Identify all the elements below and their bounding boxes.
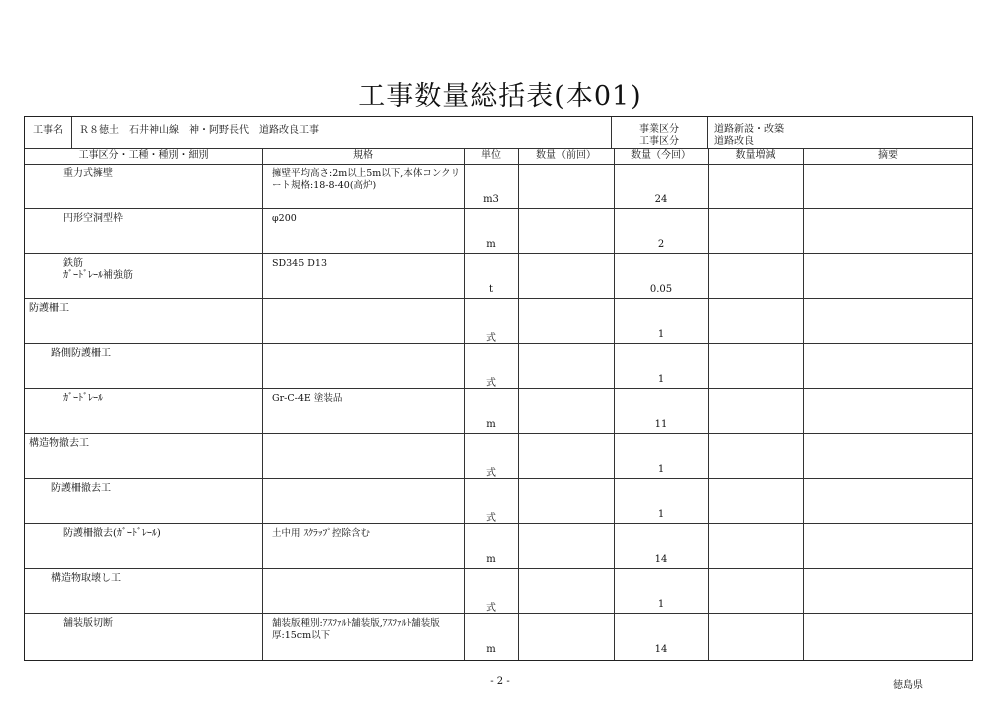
- item-name: 構造物撤去工: [29, 438, 89, 449]
- item-spec: 土中用 ｽｸﾗｯﾌﾟ控除含む: [272, 528, 371, 539]
- column-headers: [25, 148, 972, 165]
- item-spec: [262, 479, 464, 524]
- col-category: 工事区分・工種・種別・細別: [78, 150, 209, 161]
- item-qty-current: 0.05: [649, 284, 673, 295]
- col-qty-change: 数量増減: [735, 150, 776, 161]
- item-spec: Gr-C-4E 塗装品: [272, 393, 343, 404]
- work-type-label: 工事区分: [639, 136, 679, 147]
- item-spec: 舗装版種別:ｱｽﾌｧﾙﾄ舗装版,ｱｽﾌｧﾙﾄ舗装版厚:15cm以下: [272, 618, 440, 641]
- project-label: 工事名: [33, 125, 63, 136]
- item-unit: m3: [483, 194, 499, 205]
- col-unit: 単位: [481, 150, 501, 161]
- business-type-value: 道路新設・改築: [714, 124, 784, 135]
- item-unit: m: [486, 554, 496, 565]
- item-qty-current: 24: [654, 194, 668, 205]
- item-qty-current: 1: [657, 509, 665, 520]
- work-type-value: 道路改良: [714, 136, 754, 147]
- table-row: [25, 164, 972, 209]
- item-name: 舗装版切断: [63, 618, 113, 629]
- item-unit: m: [486, 644, 496, 655]
- table-row: [25, 569, 972, 614]
- col-spec: 規格: [353, 150, 373, 161]
- item-qty-current: 1: [657, 374, 665, 385]
- item-unit: 式: [486, 468, 496, 479]
- table-row: [25, 479, 972, 524]
- project-name: Ｒ８徳土 石井神山線 神・阿野長代 道路改良工事: [79, 125, 319, 136]
- col-remarks: 摘要: [878, 150, 898, 161]
- item-spec: 擁壁平均高さ:2m以上5m以下,本体コンクリート規格:18-8-40(高炉): [272, 168, 461, 191]
- document-title: 工事数量総括表(本01): [358, 81, 642, 112]
- page-number: - 2 -: [490, 676, 510, 687]
- item-name: 防護柵撤去(ｶﾞｰﾄﾞﾚｰﾙ): [63, 528, 161, 539]
- item-qty-current: 1: [657, 464, 665, 475]
- item-name: 構造物取壊し工: [51, 573, 121, 584]
- item-qty-current: 14: [654, 644, 668, 655]
- item-name: 円形空洞型枠: [63, 213, 123, 224]
- table-row: [25, 299, 972, 344]
- table-row: [25, 389, 972, 434]
- item-qty-current: 14: [654, 554, 668, 565]
- business-type-label: 事業区分: [639, 124, 679, 135]
- item-spec: SD345 D13: [272, 258, 327, 269]
- table-row: [25, 344, 972, 389]
- item-name: 防護柵撤去工: [51, 483, 111, 494]
- item-spec: [262, 569, 464, 614]
- col-qty-current: 数量（今回）: [631, 150, 691, 161]
- item-unit: 式: [486, 603, 496, 614]
- table-row: [25, 254, 972, 299]
- item-name: 防護柵工: [29, 303, 69, 314]
- item-unit: t: [488, 284, 494, 295]
- item-spec: φ200: [272, 213, 297, 224]
- project-header: [25, 117, 972, 149]
- item-name: 路側防護柵工: [51, 348, 111, 359]
- table-row: [25, 614, 972, 659]
- item-qty-current: 1: [657, 329, 665, 340]
- item-spec: [262, 299, 464, 344]
- item-unit: 式: [486, 513, 496, 524]
- item-name: 鉄筋 ｶﾞｰﾄﾞﾚｰﾙ補強筋: [63, 258, 133, 281]
- item-qty-current: 1: [657, 599, 665, 610]
- item-unit: m: [486, 419, 496, 430]
- table-row: [25, 524, 972, 569]
- item-spec: [262, 344, 464, 389]
- table-row: [25, 209, 972, 254]
- item-name: ｶﾞｰﾄﾞﾚｰﾙ: [63, 393, 103, 404]
- table-row: [25, 434, 972, 479]
- item-unit: m: [486, 239, 496, 250]
- organization-name: 徳島県: [893, 680, 923, 691]
- quantity-summary-table: [24, 116, 973, 661]
- item-qty-current: 11: [654, 419, 668, 430]
- item-qty-current: 2: [657, 239, 665, 250]
- col-qty-previous: 数量（前回）: [536, 150, 596, 161]
- item-name: 重力式擁壁: [63, 168, 113, 179]
- item-unit: 式: [486, 378, 496, 389]
- item-spec: [262, 434, 464, 479]
- item-unit: 式: [486, 333, 496, 344]
